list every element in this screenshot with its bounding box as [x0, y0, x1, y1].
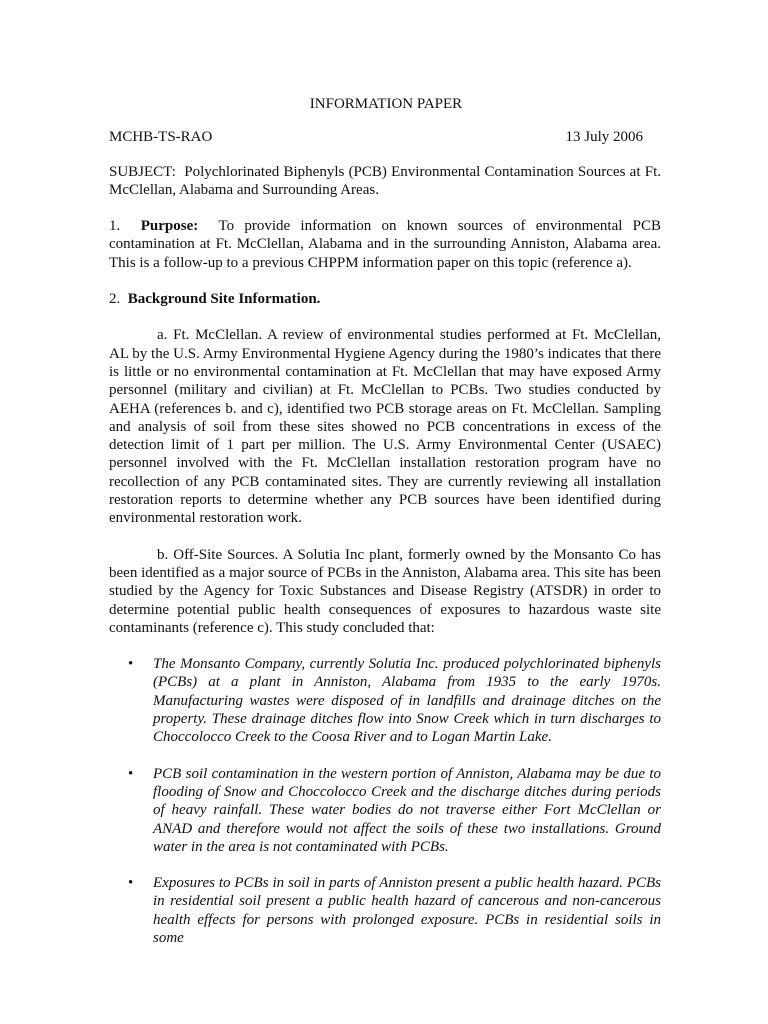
list-item	[109, 655, 661, 746]
list-item	[109, 874, 661, 947]
background-heading	[109, 290, 661, 308]
background-para-b: b. Off-Site Sources. A Solutia Inc plant, formerly owned by the Monsanto Co has been identified as a major source of PCBs in the Anniston, Alabama area. This site has been studied by the Agency for Toxic Substances and Disease Registry (ATSDR) in order to determine potential public health consequences of exposures to hazardous waste site contaminants (reference c). This study concluded that:	[109, 546, 661, 636]
bullet-icon: •	[128, 875, 134, 892]
study-conclusions-list	[109, 655, 661, 947]
background-para-a: a. Ft. McClellan. A review of environmental studies performed at Ft. McClellan, AL by the U.S. Army Environmental Hygiene Agency during the 1980’s indicates that there is little or no environmental contamination at Ft. McClellan that may have exposed Army personnel (military and civilian) at Ft. McClellan to PCBs. Two studies conducted by AEHA (references b. and c), identified two PCB storage areas on Ft. McClellan. Sampling and analysis of soil from these sites showed no PCB concentrations in excess of the detection limit of 1 part per million. The U.S. Army Environmental Center (USAEC) personnel involved with the Ft. McClellan installation restoration program have no recollection of any PCB contaminated sites. They are currently reviewing all installation restoration reports to determine whether any PCB sources have been identified during environmental restoration work.	[109, 327, 661, 527]
document-page	[109, 95, 661, 965]
subject-line	[109, 163, 661, 200]
purpose-label: Purpose:	[140, 218, 199, 235]
subject-label: SUBJECT:	[109, 163, 176, 180]
background-label: Background Site Information.	[127, 291, 321, 308]
background-number: 2.	[109, 291, 121, 308]
document-title: INFORMATION PAPER	[309, 96, 463, 112]
list-item-text: The Monsanto Company, currently Solutia Inc. produced polychlorinated biphenyls (PCBs) at a plant in Anniston, Alabama from 1935 to the early 1970s. Manufacturing wastes were disposed of in landfills and drainage ditches on the property. These drainage ditches flow into Snow Creek which in turn discharges to Choccolocco Creek to the Coosa River and to Logan Martin Lake.	[153, 656, 661, 746]
bullet-icon: •	[128, 656, 134, 673]
purpose-paragraph	[109, 217, 661, 272]
purpose-number: 1.	[109, 218, 121, 235]
office-symbol: MCHB-TS-RAO	[109, 129, 213, 146]
list-item-text: PCB soil contamination in the western portion of Anniston, Alabama may be due to flooding of Snow and Choccolocco Creek and the discharge ditches during periods of heavy rainfall. These water bodies do not traverse either Fort McClellan or ANAD and therefore would not affect the soils of these two installations. Ground water in the area is not contaminated with PCBs.	[153, 765, 661, 855]
list-item	[109, 765, 661, 856]
subject-text: Polychlorinated Biphenyls (PCB) Environmental Contamination Sources at Ft. McClellan, Alabama and Surrounding Areas.	[109, 163, 661, 198]
purpose-text: To provide information on known sources of environmental PCB contamination at Ft. McClellan, Alabama and in the surrounding Anniston, Alabama area. This is a follow-up to a previous CHPPM information paper on this topic (reference a).	[109, 218, 662, 271]
header-row	[109, 128, 661, 146]
document-date: 13 July 2006	[565, 129, 643, 146]
list-item-text: Exposures to PCBs in soil in parts of Anniston present a public health hazard. PCBs in residential soil present a public health hazard of cancerous and non-cancerous health effects for persons with prolonged exposure. PCBs in residential soils in some	[153, 875, 661, 946]
bullet-icon: •	[128, 765, 134, 782]
